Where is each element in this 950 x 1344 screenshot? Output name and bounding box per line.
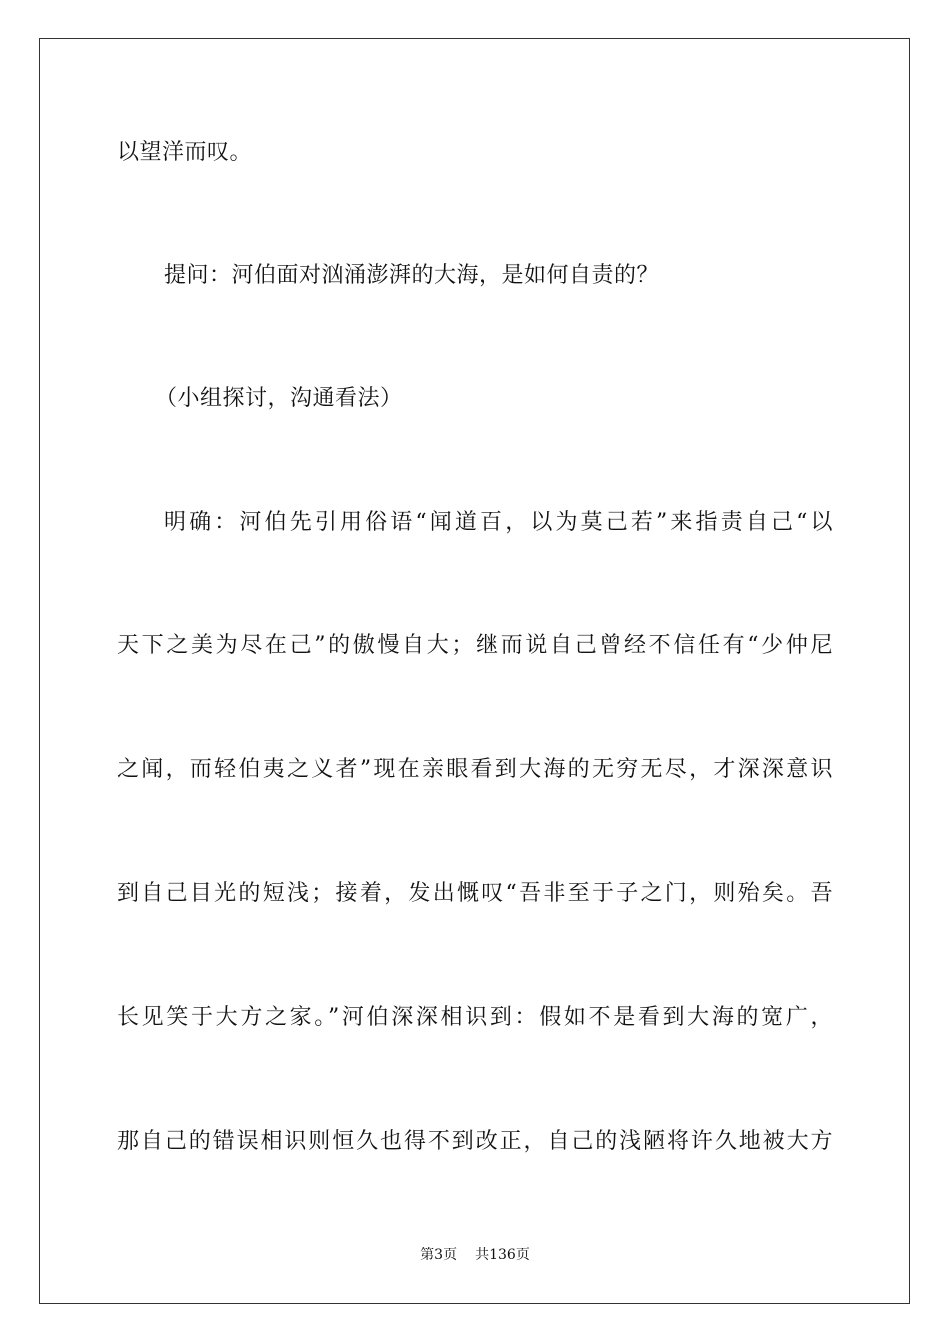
text-line-4: 明确：河伯先引用俗语“闻道百，以为莫己若”来指责自己“以 [164, 510, 833, 535]
text-line-5: 天下之美为尽在己”的傲慢自大；继而说自己曾经不信任有“少仲尼 [117, 633, 833, 658]
text-line-9: 那自己的错误相识则恒久也得不到改正，自己的浅陋将许久地被大方 [117, 1129, 833, 1154]
page-footer [0, 1246, 950, 1264]
page-border [39, 38, 910, 1304]
page-number: 第3页 [420, 1247, 458, 1263]
text-line-8: 长见笑于大方之家。”河伯深深相识到：假如不是看到大海的宽广， [117, 1005, 833, 1030]
page-total: 共136页 [475, 1247, 530, 1263]
text-line-2: 提问：河伯面对汹涌澎湃的大海，是如何自责的？ [164, 263, 660, 288]
text-line-6: 之闻，而轻伯夷之义者”现在亲眼看到大海的无穷无尽，才深深意识 [117, 757, 833, 782]
text-line-7: 到自己目光的短浅；接着，发出慨叹“吾非至于子之门，则殆矣。吾 [117, 881, 833, 906]
text-line-3: （小组探讨，沟通看法） [155, 386, 403, 411]
text-line-1: 以望洋而叹。 [117, 140, 253, 165]
